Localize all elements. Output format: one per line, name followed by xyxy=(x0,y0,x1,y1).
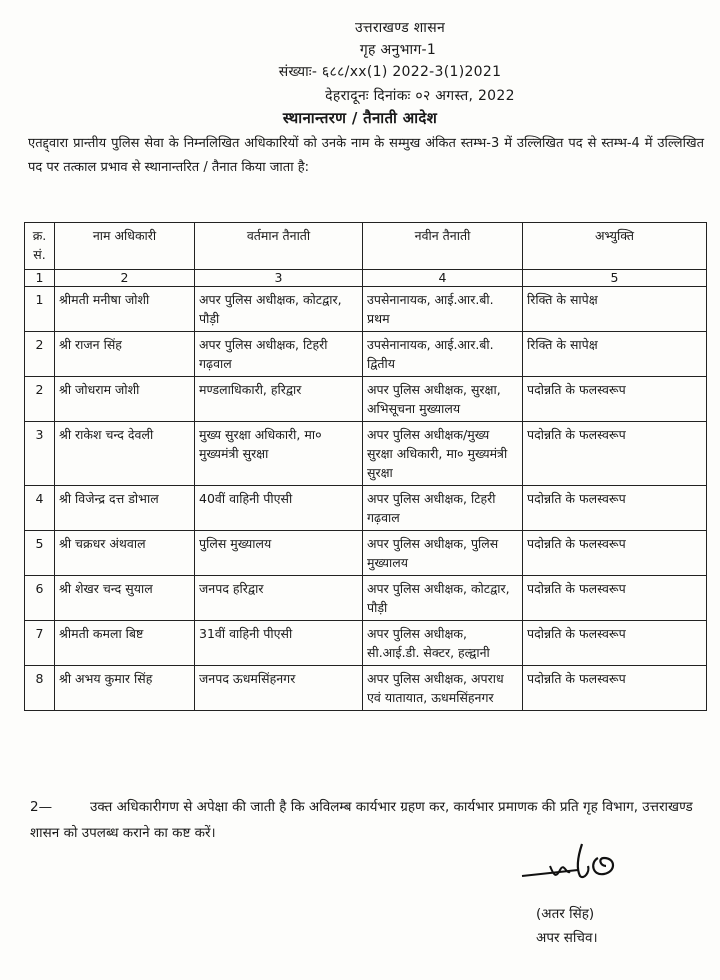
row-new-posting: अपर पुलिस अधीक्षक, सुरक्षा, अभिसूचना मुख्यालय xyxy=(363,377,523,422)
government-heading: उत्तराखण्ड शासन xyxy=(354,20,446,36)
row-sno: 7 xyxy=(25,621,55,666)
row-new-posting: अपर पुलिस अधीक्षक/मुख्य सुरक्षा अधिकारी, मा० मुख्यमंत्री सुरक्षा xyxy=(363,422,523,486)
row-remark: रिक्ति के सापेक्ष xyxy=(523,332,707,377)
row-sno: 4 xyxy=(25,486,55,531)
row-remark: पदोन्नति के फलस्वरूप xyxy=(523,486,707,531)
row-sno: 1 xyxy=(25,287,55,332)
row-current-posting: 40वीं वाहिनी पीएसी xyxy=(195,486,363,531)
table-row xyxy=(25,666,707,711)
row-officer-name: श्रीमती मनीषा जोशी xyxy=(55,287,195,332)
row-remark: पदोन्नति के फलस्वरूप xyxy=(523,666,707,711)
row-officer-name: श्रीमती कमला बिष्ट xyxy=(55,621,195,666)
row-new-posting: अपर पुलिस अधीक्षक, अपराध एवं यातायात, ऊधमसिंहनगर xyxy=(363,666,523,711)
table-row xyxy=(25,486,707,531)
row-sno: 3 xyxy=(25,422,55,486)
row-new-posting: अपर पुलिस अधीक्षक, कोटद्वार, पौड़ी xyxy=(363,576,523,621)
table-header-row xyxy=(25,223,707,270)
paragraph-text: उक्त अधिकारीगण से अपेक्षा की जाती है कि अविलम्ब कार्यभार ग्रहण कर, कार्यभार प्रमाणक की प्रति गृह विभाग, उत्तराखण्ड शासन को उपलब्ध कराने का कष्ट करें। xyxy=(30,799,693,841)
col-number: 2 xyxy=(55,270,195,287)
table-row xyxy=(25,531,707,576)
section-heading: गृह अनुभाग-1 xyxy=(359,42,437,58)
column-number-row xyxy=(25,270,707,287)
row-remark: पदोन्नति के फलस्वरूप xyxy=(523,377,707,422)
row-sno: 8 xyxy=(25,666,55,711)
row-officer-name: श्री विजेन्द्र दत्त डोभाल xyxy=(55,486,195,531)
header-new-posting: नवीन तैनाती xyxy=(363,223,523,270)
row-officer-name: श्री शेखर चन्द सुयाल xyxy=(55,576,195,621)
col-number: 4 xyxy=(363,270,523,287)
row-remark: पदोन्नति के फलस्वरूप xyxy=(523,621,707,666)
row-sno: 2 xyxy=(25,377,55,422)
row-new-posting: उपसेनानायक, आई.आर.बी. द्वितीय xyxy=(363,332,523,377)
row-new-posting: उपसेनानायक, आई.आर.बी. प्रथम xyxy=(363,287,523,332)
row-remark: पदोन्नति के फलस्वरूप xyxy=(523,531,707,576)
header-name: नाम अधिकारी xyxy=(55,223,195,270)
header-sno: क्र. सं. xyxy=(25,223,55,270)
row-new-posting: अपर पुलिस अधीक्षक, सी.आई.डी. सेक्टर, हल्द्वानी xyxy=(363,621,523,666)
row-current-posting: जनपद ऊधमसिंहनगर xyxy=(195,666,363,711)
row-officer-name: श्री जोधराम जोशी xyxy=(55,377,195,422)
row-current-posting: 31वीं वाहिनी पीएसी xyxy=(195,621,363,666)
row-remark: रिक्ति के सापेक्ष xyxy=(523,287,707,332)
row-current-posting: जनपद हरिद्वार xyxy=(195,576,363,621)
row-current-posting: मुख्य सुरक्षा अधिकारी, मा० मुख्यमंत्री सुरक्षा xyxy=(195,422,363,486)
row-current-posting: अपर पुलिस अधीक्षक, टिहरी गढ़वाल xyxy=(195,332,363,377)
col-number: 3 xyxy=(195,270,363,287)
intro-paragraph: एतद्द्वारा प्रान्तीय पुलिस सेवा के निम्नलिखित अधिकारियों को उनके नाम के सम्मुख अंकित स्तम्भ-3 में उल्लिखित पद से स्तम्भ-4 में उल्लिखित पद पर तत्काल प्रभाव से स्थानान्तरित / तैनात किया जाता है: xyxy=(28,136,704,175)
row-current-posting: अपर पुलिस अधीक्षक, कोटद्वार, पौड़ी xyxy=(195,287,363,332)
row-sno: 2 xyxy=(25,332,55,377)
place-date: देहरादूनः दिनांकः ०२ अगस्त, 2022 xyxy=(325,88,515,104)
col-number: 5 xyxy=(523,270,707,287)
order-title: स्थानान्तरण / तैनाती आदेश xyxy=(282,109,438,127)
table-row xyxy=(25,377,707,422)
order-number: संख्याः- ६८८/xx(1) 2022-3(1)2021 xyxy=(278,64,502,80)
col-number: 1 xyxy=(25,270,55,287)
row-officer-name: श्री अभय कुमार सिंह xyxy=(55,666,195,711)
header-current-posting: वर्तमान तैनाती xyxy=(195,223,363,270)
table-row xyxy=(25,621,707,666)
table-row xyxy=(25,576,707,621)
paragraph-number: 2— xyxy=(30,799,53,815)
signatory-name: (अतर सिंह) xyxy=(536,906,595,922)
table-row xyxy=(25,287,707,332)
row-sno: 5 xyxy=(25,531,55,576)
signatory-designation: अपर सचिव। xyxy=(536,930,598,946)
row-officer-name: श्री राजन सिंह xyxy=(55,332,195,377)
row-officer-name: श्री राकेश चन्द देवली xyxy=(55,422,195,486)
transfer-table xyxy=(24,222,707,711)
row-new-posting: अपर पुलिस अधीक्षक, पुलिस मुख्यालय xyxy=(363,531,523,576)
table-row xyxy=(25,332,707,377)
row-officer-name: श्री चक्रधर अंथवाल xyxy=(55,531,195,576)
table-row xyxy=(25,422,707,486)
row-new-posting: अपर पुलिस अधीक्षक, टिहरी गढ़वाल xyxy=(363,486,523,531)
row-remark: पदोन्नति के फलस्वरूप xyxy=(523,576,707,621)
row-sno: 6 xyxy=(25,576,55,621)
header-remark: अभ्युक्ति xyxy=(523,223,707,270)
row-current-posting: पुलिस मुख्यालय xyxy=(195,531,363,576)
row-remark: पदोन्नति के फलस्वरूप xyxy=(523,422,707,486)
signature-scribble xyxy=(520,836,640,892)
row-current-posting: मण्डलाधिकारी, हरिद्वार xyxy=(195,377,363,422)
